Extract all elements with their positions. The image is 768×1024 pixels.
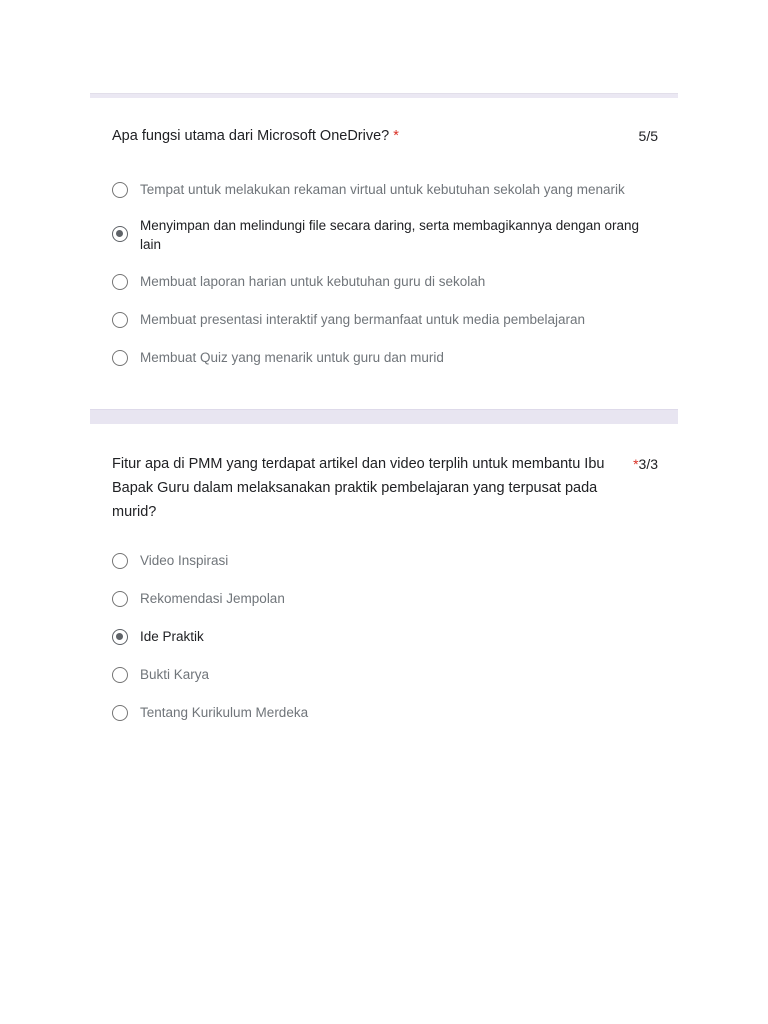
option-2[interactable] <box>112 216 652 254</box>
option-label: Tentang Kurikulum Merdeka <box>140 705 309 720</box>
question-text: Apa fungsi utama dari Microsoft OneDrive? <box>112 128 390 144</box>
radio-unchecked-icon[interactable] <box>112 274 128 290</box>
question-score <box>639 124 658 148</box>
option-label: Bukti Karya <box>140 667 210 682</box>
option-label: Membuat laporan harian untuk kebutuhan guru di sekolah <box>140 274 486 289</box>
question-card-1 <box>90 93 678 365</box>
option-4[interactable] <box>112 665 652 684</box>
option-5[interactable] <box>112 348 652 367</box>
radio-unchecked-icon[interactable] <box>112 667 128 683</box>
score-value: 5/5 <box>638 128 658 144</box>
option-1[interactable] <box>112 180 652 199</box>
card-divider <box>90 409 678 424</box>
score-star: * <box>633 456 639 472</box>
option-5[interactable] <box>112 703 652 722</box>
radio-unchecked-icon[interactable] <box>112 591 128 607</box>
option-label: Rekomendasi Jempolan <box>140 591 285 606</box>
question-header <box>90 452 678 524</box>
option-label: Ide Praktik <box>140 629 204 644</box>
option-label: Menyimpan dan melindungi file secara daring, serta membagikannya dengan orang lain <box>140 218 640 252</box>
question-text: Fitur apa di PMM yang terdapat artikel dan video terplih untuk membantu Ibu Bapak Guru dalam melaksanakan praktik pembelajaran yang terpusat pada murid? <box>112 456 605 520</box>
option-label: Tempat untuk melakukan rekaman virtual untuk kebutuhan sekolah yang menarik <box>140 182 625 197</box>
option-2[interactable] <box>112 589 652 608</box>
option-3[interactable] <box>112 272 652 291</box>
radio-unchecked-icon[interactable] <box>112 312 128 328</box>
option-label: Membuat presentasi interaktif yang bermanfaat untuk media pembelajaran <box>140 312 585 327</box>
question-card-2 <box>90 409 678 720</box>
question-score <box>633 452 658 476</box>
question-title <box>112 452 612 524</box>
card-divider <box>90 93 678 98</box>
radio-unchecked-icon[interactable] <box>112 182 128 198</box>
radio-checked-icon[interactable] <box>112 629 128 645</box>
option-label: Video Inspirasi <box>140 553 229 568</box>
option-3[interactable] <box>112 627 652 646</box>
question-title <box>112 124 612 148</box>
option-4[interactable] <box>112 310 652 329</box>
radio-checked-icon[interactable] <box>112 226 128 242</box>
option-1[interactable] <box>112 551 652 570</box>
radio-unchecked-icon[interactable] <box>112 350 128 366</box>
required-star: * <box>393 128 399 144</box>
option-label: Membuat Quiz yang menarik untuk guru dan murid <box>140 350 444 365</box>
radio-unchecked-icon[interactable] <box>112 705 128 721</box>
score-value: 3/3 <box>638 456 658 472</box>
radio-unchecked-icon[interactable] <box>112 553 128 569</box>
question-header <box>90 124 678 148</box>
